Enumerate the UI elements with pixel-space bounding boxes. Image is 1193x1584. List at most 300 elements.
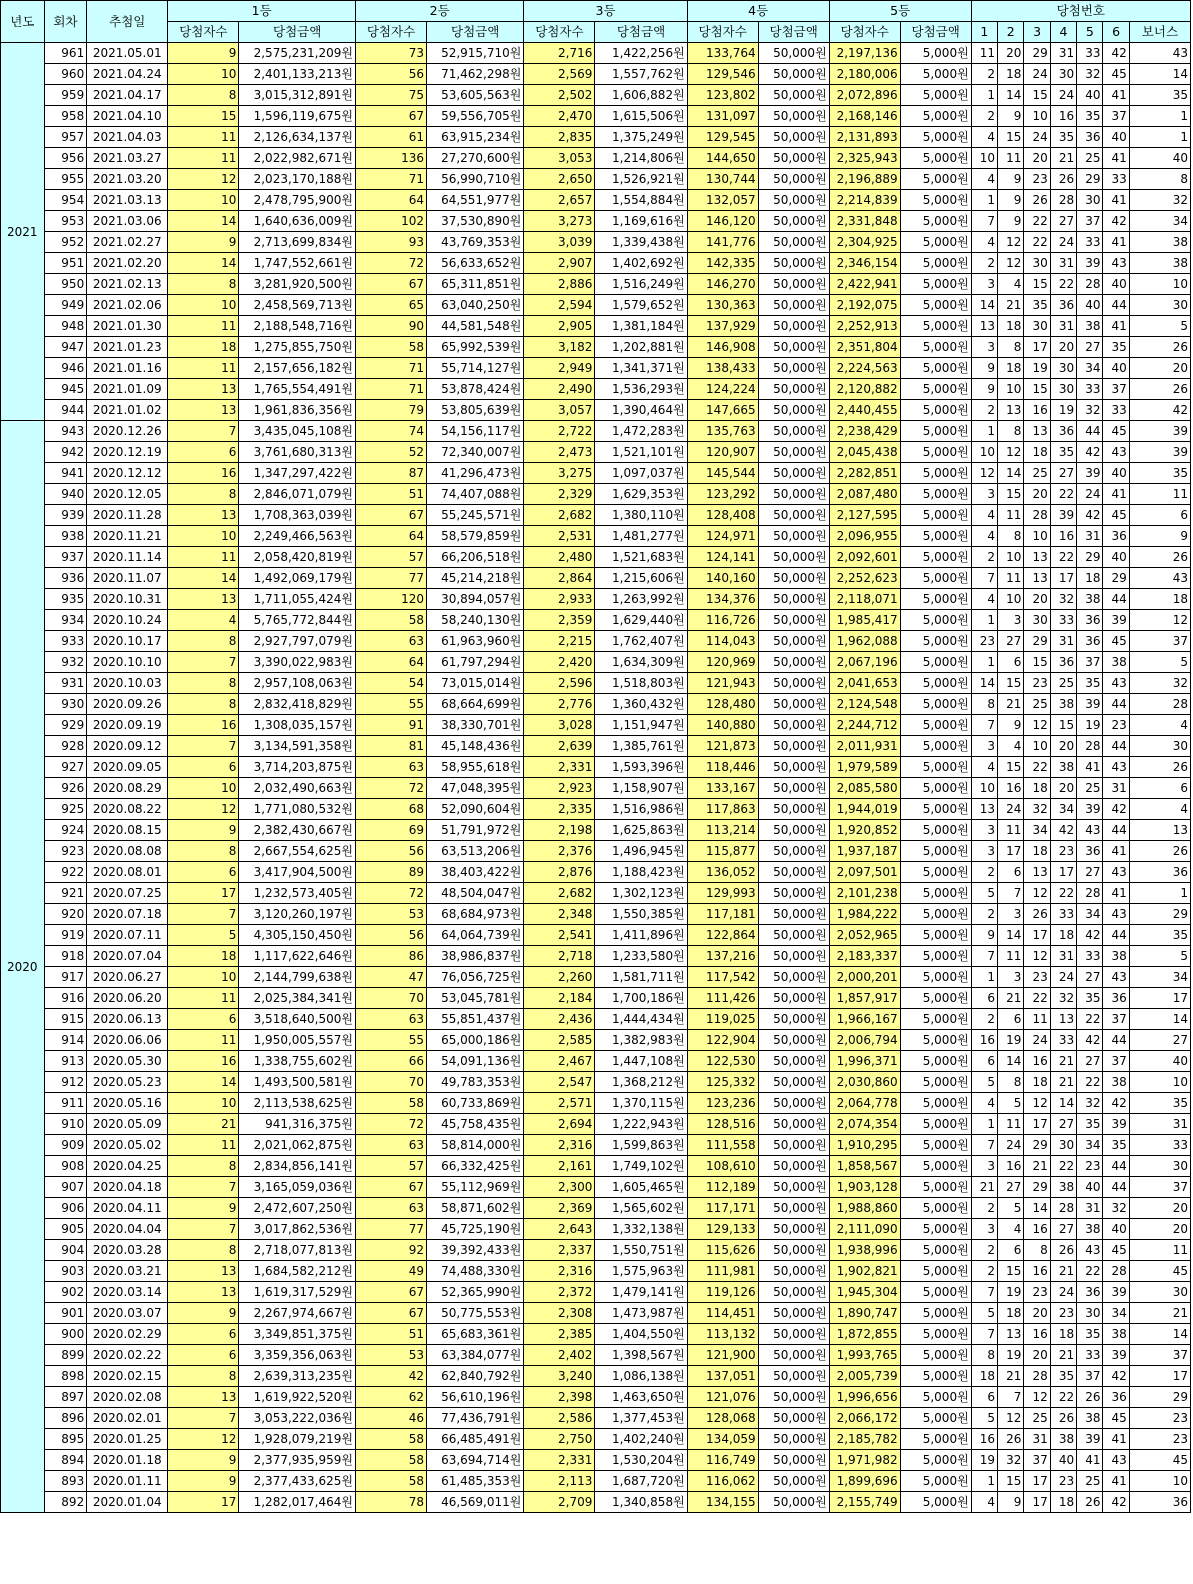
cell-number-2[interactable]: 19 <box>998 1345 1024 1366</box>
cell-number-2[interactable]: 14 <box>998 463 1024 484</box>
cell-number-2[interactable]: 6 <box>998 652 1024 673</box>
cell-bonus[interactable]: 35 <box>1129 85 1190 106</box>
cell-rank5-amount[interactable]: 5,000원 <box>900 274 971 295</box>
cell-rank5-amount[interactable]: 5,000원 <box>900 652 971 673</box>
cell-rank5-amount[interactable]: 5,000원 <box>900 988 971 1009</box>
cell-rank1-winners[interactable]: 6 <box>168 1009 239 1030</box>
cell-rank4-winners[interactable]: 118,446 <box>687 757 758 778</box>
cell-number-6[interactable]: 44 <box>1103 1177 1129 1198</box>
cell-rank5-amount[interactable]: 5,000원 <box>900 400 971 421</box>
cell-rank2-amount[interactable]: 76,056,725원 <box>427 967 524 988</box>
cell-rank3-winners[interactable]: 2,260 <box>524 967 595 988</box>
cell-number-4[interactable]: 20 <box>1050 337 1076 358</box>
cell-number-5[interactable]: 38 <box>1077 589 1103 610</box>
cell-date[interactable]: 2020.07.11 <box>87 925 168 946</box>
cell-number-2[interactable]: 13 <box>998 400 1024 421</box>
header-rank3-winners[interactable]: 당첨자수 <box>524 22 595 43</box>
cell-rank5-winners[interactable]: 2,052,965 <box>829 925 900 946</box>
cell-rank1-amount[interactable]: 3,281,920,500원 <box>239 274 356 295</box>
cell-round[interactable]: 923 <box>44 841 87 862</box>
cell-number-6[interactable]: 42 <box>1103 1093 1129 1114</box>
cell-bonus[interactable]: 38 <box>1129 232 1190 253</box>
cell-bonus[interactable]: 20 <box>1129 1219 1190 1240</box>
cell-number-3[interactable]: 14 <box>1024 1198 1050 1219</box>
cell-number-4[interactable]: 36 <box>1050 652 1076 673</box>
cell-rank2-winners[interactable]: 49 <box>356 1261 427 1282</box>
cell-rank4-amount[interactable]: 50,000원 <box>758 652 829 673</box>
cell-number-4[interactable]: 21 <box>1050 1345 1076 1366</box>
cell-rank2-amount[interactable]: 61,485,353원 <box>427 1471 524 1492</box>
cell-number-3[interactable]: 16 <box>1024 1261 1050 1282</box>
cell-number-3[interactable]: 30 <box>1024 253 1050 274</box>
cell-rank5-amount[interactable]: 5,000원 <box>900 421 971 442</box>
cell-rank3-winners[interactable]: 3,275 <box>524 463 595 484</box>
cell-date[interactable]: 2020.03.07 <box>87 1303 168 1324</box>
cell-rank4-amount[interactable]: 50,000원 <box>758 967 829 988</box>
cell-rank2-amount[interactable]: 41,296,473원 <box>427 463 524 484</box>
cell-rank4-amount[interactable]: 50,000원 <box>758 484 829 505</box>
cell-rank1-amount[interactable]: 1,596,119,675원 <box>239 106 356 127</box>
cell-rank3-winners[interactable]: 2,331 <box>524 1450 595 1471</box>
cell-number-2[interactable]: 15 <box>998 757 1024 778</box>
cell-date[interactable]: 2020.02.29 <box>87 1324 168 1345</box>
cell-rank2-amount[interactable]: 46,569,011원 <box>427 1492 524 1513</box>
cell-rank5-winners[interactable]: 2,440,455 <box>829 400 900 421</box>
cell-date[interactable]: 2020.08.29 <box>87 778 168 799</box>
header-number-6[interactable]: 6 <box>1103 22 1129 43</box>
cell-rank4-winners[interactable]: 138,433 <box>687 358 758 379</box>
cell-rank2-amount[interactable]: 47,048,395원 <box>427 778 524 799</box>
cell-rank3-amount[interactable]: 1,615,506원 <box>595 106 687 127</box>
cell-rank4-amount[interactable]: 50,000원 <box>758 820 829 841</box>
cell-rank3-amount[interactable]: 1,550,385원 <box>595 904 687 925</box>
header-rank5-winners[interactable]: 당첨자수 <box>829 22 900 43</box>
cell-rank1-amount[interactable]: 1,708,363,039원 <box>239 505 356 526</box>
cell-rank4-winners[interactable]: 130,363 <box>687 295 758 316</box>
cell-date[interactable]: 2020.10.31 <box>87 589 168 610</box>
cell-number-3[interactable]: 17 <box>1024 1492 1050 1513</box>
cell-rank3-winners[interactable]: 2,776 <box>524 694 595 715</box>
cell-rank2-winners[interactable]: 79 <box>356 400 427 421</box>
cell-number-5[interactable]: 30 <box>1077 1303 1103 1324</box>
cell-number-4[interactable]: 21 <box>1050 1072 1076 1093</box>
cell-round[interactable]: 958 <box>44 106 87 127</box>
cell-rank2-winners[interactable]: 51 <box>356 1324 427 1345</box>
cell-number-4[interactable]: 24 <box>1050 967 1076 988</box>
cell-rank1-amount[interactable]: 1,275,855,750원 <box>239 337 356 358</box>
cell-rank3-amount[interactable]: 1,625,863원 <box>595 820 687 841</box>
cell-rank1-amount[interactable]: 1,928,079,219원 <box>239 1429 356 1450</box>
cell-round[interactable]: 942 <box>44 442 87 463</box>
cell-rank4-winners[interactable]: 133,764 <box>687 43 758 64</box>
cell-rank5-winners[interactable]: 2,066,172 <box>829 1408 900 1429</box>
cell-rank4-winners[interactable]: 119,126 <box>687 1282 758 1303</box>
cell-number-2[interactable]: 11 <box>998 946 1024 967</box>
cell-date[interactable]: 2020.09.05 <box>87 757 168 778</box>
cell-bonus[interactable]: 20 <box>1129 1198 1190 1219</box>
cell-bonus[interactable]: 39 <box>1129 442 1190 463</box>
cell-rank4-winners[interactable]: 128,480 <box>687 694 758 715</box>
cell-bonus[interactable]: 33 <box>1129 1135 1190 1156</box>
cell-rank5-amount[interactable]: 5,000원 <box>900 1240 971 1261</box>
cell-rank2-amount[interactable]: 54,156,117원 <box>427 421 524 442</box>
cell-rank3-amount[interactable]: 1,302,123원 <box>595 883 687 904</box>
cell-rank4-amount[interactable]: 50,000원 <box>758 106 829 127</box>
cell-number-5[interactable]: 33 <box>1077 232 1103 253</box>
cell-round[interactable]: 907 <box>44 1177 87 1198</box>
cell-bonus[interactable]: 30 <box>1129 1282 1190 1303</box>
cell-rank5-amount[interactable]: 5,000원 <box>900 673 971 694</box>
cell-number-2[interactable]: 10 <box>998 379 1024 400</box>
cell-rank4-amount[interactable]: 50,000원 <box>758 589 829 610</box>
cell-rank3-amount[interactable]: 1,481,277원 <box>595 526 687 547</box>
cell-bonus[interactable]: 11 <box>1129 484 1190 505</box>
cell-number-4[interactable]: 30 <box>1050 358 1076 379</box>
cell-round[interactable]: 922 <box>44 862 87 883</box>
header-number-3[interactable]: 3 <box>1024 22 1050 43</box>
cell-rank4-amount[interactable]: 50,000원 <box>758 778 829 799</box>
cell-rank3-amount[interactable]: 1,463,650원 <box>595 1387 687 1408</box>
cell-rank5-amount[interactable]: 5,000원 <box>900 295 971 316</box>
cell-number-2[interactable]: 12 <box>998 232 1024 253</box>
cell-number-1[interactable]: 2 <box>971 106 997 127</box>
cell-date[interactable]: 2020.04.11 <box>87 1198 168 1219</box>
cell-rank2-amount[interactable]: 65,992,539원 <box>427 337 524 358</box>
cell-bonus[interactable]: 23 <box>1129 1408 1190 1429</box>
cell-number-6[interactable]: 35 <box>1103 1135 1129 1156</box>
cell-number-6[interactable]: 41 <box>1103 316 1129 337</box>
cell-rank1-winners[interactable]: 13 <box>168 379 239 400</box>
cell-bonus[interactable]: 28 <box>1129 694 1190 715</box>
cell-number-1[interactable]: 3 <box>971 820 997 841</box>
cell-number-3[interactable]: 35 <box>1024 295 1050 316</box>
cell-rank4-amount[interactable]: 50,000원 <box>758 904 829 925</box>
cell-rank1-winners[interactable]: 7 <box>168 1408 239 1429</box>
cell-rank3-winners[interactable]: 3,057 <box>524 400 595 421</box>
cell-number-4[interactable]: 38 <box>1050 1429 1076 1450</box>
cell-rank5-amount[interactable]: 5,000원 <box>900 694 971 715</box>
cell-number-3[interactable]: 17 <box>1024 1114 1050 1135</box>
cell-rank1-amount[interactable]: 5,765,772,844원 <box>239 610 356 631</box>
cell-rank3-winners[interactable]: 2,547 <box>524 1072 595 1093</box>
cell-rank4-winners[interactable]: 122,864 <box>687 925 758 946</box>
cell-number-5[interactable]: 25 <box>1077 778 1103 799</box>
cell-rank2-amount[interactable]: 39,392,433원 <box>427 1240 524 1261</box>
cell-rank5-amount[interactable]: 5,000원 <box>900 64 971 85</box>
cell-rank2-winners[interactable]: 71 <box>356 379 427 400</box>
cell-number-2[interactable]: 26 <box>998 1429 1024 1450</box>
cell-bonus[interactable]: 43 <box>1129 568 1190 589</box>
year-cell[interactable]: 2021 <box>1 43 45 421</box>
cell-number-6[interactable]: 41 <box>1103 190 1129 211</box>
cell-rank1-amount[interactable]: 941,316,375원 <box>239 1114 356 1135</box>
cell-number-2[interactable]: 5 <box>998 1093 1024 1114</box>
cell-rank1-winners[interactable]: 16 <box>168 715 239 736</box>
cell-rank4-winners[interactable]: 111,558 <box>687 1135 758 1156</box>
cell-rank5-amount[interactable]: 5,000원 <box>900 148 971 169</box>
cell-number-2[interactable]: 20 <box>998 43 1024 64</box>
cell-rank1-winners[interactable]: 8 <box>168 1156 239 1177</box>
cell-bonus[interactable]: 29 <box>1129 904 1190 925</box>
cell-number-5[interactable]: 40 <box>1077 295 1103 316</box>
cell-rank4-amount[interactable]: 50,000원 <box>758 1219 829 1240</box>
cell-rank4-amount[interactable]: 50,000원 <box>758 1240 829 1261</box>
cell-number-3[interactable]: 18 <box>1024 442 1050 463</box>
cell-rank5-amount[interactable]: 5,000원 <box>900 547 971 568</box>
cell-rank1-amount[interactable]: 2,022,982,671원 <box>239 148 356 169</box>
cell-rank2-amount[interactable]: 38,330,701원 <box>427 715 524 736</box>
cell-rank1-winners[interactable]: 8 <box>168 841 239 862</box>
cell-rank2-winners[interactable]: 63 <box>356 631 427 652</box>
cell-rank3-amount[interactable]: 1,202,881원 <box>595 337 687 358</box>
cell-number-5[interactable]: 28 <box>1077 736 1103 757</box>
cell-number-3[interactable]: 15 <box>1024 652 1050 673</box>
cell-rank2-amount[interactable]: 65,311,851원 <box>427 274 524 295</box>
cell-rank5-winners[interactable]: 2,118,071 <box>829 589 900 610</box>
cell-rank4-amount[interactable]: 50,000원 <box>758 421 829 442</box>
cell-number-2[interactable]: 9 <box>998 1492 1024 1513</box>
cell-rank4-amount[interactable]: 50,000원 <box>758 799 829 820</box>
cell-number-4[interactable]: 40 <box>1050 1450 1076 1471</box>
cell-rank5-amount[interactable]: 5,000원 <box>900 589 971 610</box>
cell-rank3-winners[interactable]: 2,694 <box>524 1114 595 1135</box>
cell-number-3[interactable]: 10 <box>1024 736 1050 757</box>
cell-date[interactable]: 2020.09.12 <box>87 736 168 757</box>
cell-rank5-amount[interactable]: 5,000원 <box>900 631 971 652</box>
cell-rank5-winners[interactable]: 1,920,852 <box>829 820 900 841</box>
cell-number-1[interactable]: 7 <box>971 946 997 967</box>
cell-rank3-winners[interactable]: 2,184 <box>524 988 595 1009</box>
cell-number-2[interactable]: 21 <box>998 988 1024 1009</box>
cell-rank2-amount[interactable]: 77,436,791원 <box>427 1408 524 1429</box>
cell-rank3-winners[interactable]: 2,215 <box>524 631 595 652</box>
cell-number-5[interactable]: 26 <box>1077 1387 1103 1408</box>
cell-round[interactable]: 930 <box>44 694 87 715</box>
cell-rank5-amount[interactable]: 5,000원 <box>900 1177 971 1198</box>
cell-rank5-winners[interactable]: 1,996,371 <box>829 1051 900 1072</box>
cell-rank2-amount[interactable]: 53,805,639원 <box>427 400 524 421</box>
cell-round[interactable]: 952 <box>44 232 87 253</box>
cell-rank4-amount[interactable]: 50,000원 <box>758 274 829 295</box>
cell-round[interactable]: 919 <box>44 925 87 946</box>
cell-rank3-amount[interactable]: 1,086,138원 <box>595 1366 687 1387</box>
cell-rank2-winners[interactable]: 65 <box>356 295 427 316</box>
cell-number-2[interactable]: 8 <box>998 337 1024 358</box>
cell-number-6[interactable]: 40 <box>1103 463 1129 484</box>
cell-round[interactable]: 933 <box>44 631 87 652</box>
cell-rank3-winners[interactable]: 2,585 <box>524 1030 595 1051</box>
cell-number-2[interactable]: 11 <box>998 505 1024 526</box>
cell-number-1[interactable]: 7 <box>971 1282 997 1303</box>
cell-rank3-winners[interactable]: 2,531 <box>524 526 595 547</box>
cell-number-1[interactable]: 1 <box>971 1114 997 1135</box>
cell-number-3[interactable]: 20 <box>1024 589 1050 610</box>
cell-round[interactable]: 892 <box>44 1492 87 1513</box>
cell-rank3-amount[interactable]: 1,233,580원 <box>595 946 687 967</box>
cell-number-6[interactable]: 43 <box>1103 967 1129 988</box>
cell-rank5-winners[interactable]: 2,127,595 <box>829 505 900 526</box>
cell-number-6[interactable]: 38 <box>1103 1324 1129 1345</box>
cell-rank2-amount[interactable]: 58,814,000원 <box>427 1135 524 1156</box>
cell-rank2-amount[interactable]: 68,664,699원 <box>427 694 524 715</box>
cell-rank3-winners[interactable]: 2,722 <box>524 421 595 442</box>
cell-rank3-amount[interactable]: 1,188,423원 <box>595 862 687 883</box>
cell-rank5-amount[interactable]: 5,000원 <box>900 85 971 106</box>
header-rank1[interactable]: 1등 <box>168 1 356 22</box>
cell-date[interactable]: 2020.01.11 <box>87 1471 168 1492</box>
cell-rank2-amount[interactable]: 66,206,518원 <box>427 547 524 568</box>
cell-rank1-winners[interactable]: 7 <box>168 736 239 757</box>
cell-rank5-amount[interactable]: 5,000원 <box>900 610 971 631</box>
cell-rank3-amount[interactable]: 1,554,884원 <box>595 190 687 211</box>
cell-number-2[interactable]: 18 <box>998 358 1024 379</box>
cell-rank5-amount[interactable]: 5,000원 <box>900 715 971 736</box>
cell-number-6[interactable]: 36 <box>1103 526 1129 547</box>
cell-number-3[interactable]: 12 <box>1024 1387 1050 1408</box>
cell-rank2-amount[interactable]: 60,733,869원 <box>427 1093 524 1114</box>
cell-rank2-amount[interactable]: 52,365,990원 <box>427 1282 524 1303</box>
cell-rank2-winners[interactable]: 47 <box>356 967 427 988</box>
cell-rank5-amount[interactable]: 5,000원 <box>900 1282 971 1303</box>
cell-number-2[interactable]: 11 <box>998 1114 1024 1135</box>
cell-number-3[interactable]: 22 <box>1024 757 1050 778</box>
cell-number-2[interactable]: 19 <box>998 1282 1024 1303</box>
cell-rank4-amount[interactable]: 50,000원 <box>758 1114 829 1135</box>
cell-number-4[interactable]: 22 <box>1050 274 1076 295</box>
cell-number-5[interactable]: 37 <box>1077 211 1103 232</box>
cell-rank2-winners[interactable]: 63 <box>356 1198 427 1219</box>
cell-rank5-winners[interactable]: 2,011,931 <box>829 736 900 757</box>
cell-rank2-winners[interactable]: 51 <box>356 484 427 505</box>
cell-number-4[interactable]: 39 <box>1050 505 1076 526</box>
cell-number-3[interactable]: 12 <box>1024 883 1050 904</box>
cell-rank4-amount[interactable]: 50,000원 <box>758 169 829 190</box>
cell-number-6[interactable]: 41 <box>1103 232 1129 253</box>
cell-rank4-amount[interactable]: 50,000원 <box>758 379 829 400</box>
cell-number-6[interactable]: 43 <box>1103 757 1129 778</box>
cell-rank3-winners[interactable]: 2,923 <box>524 778 595 799</box>
cell-number-6[interactable]: 23 <box>1103 715 1129 736</box>
header-number-1[interactable]: 1 <box>971 22 997 43</box>
cell-number-5[interactable]: 35 <box>1077 106 1103 127</box>
cell-date[interactable]: 2021.04.03 <box>87 127 168 148</box>
cell-number-6[interactable]: 40 <box>1103 127 1129 148</box>
cell-rank1-winners[interactable]: 11 <box>168 358 239 379</box>
cell-number-3[interactable]: 23 <box>1024 1282 1050 1303</box>
cell-rank3-winners[interactable]: 2,402 <box>524 1345 595 1366</box>
cell-number-6[interactable]: 43 <box>1103 1450 1129 1471</box>
cell-rank5-winners[interactable]: 2,041,653 <box>829 673 900 694</box>
cell-rank2-winners[interactable]: 67 <box>356 505 427 526</box>
cell-rank5-amount[interactable]: 5,000원 <box>900 1408 971 1429</box>
cell-rank2-winners[interactable]: 66 <box>356 1051 427 1072</box>
cell-rank4-winners[interactable]: 115,877 <box>687 841 758 862</box>
cell-rank2-winners[interactable]: 120 <box>356 589 427 610</box>
cell-rank5-winners[interactable]: 1,984,222 <box>829 904 900 925</box>
cell-date[interactable]: 2020.11.21 <box>87 526 168 547</box>
cell-rank2-amount[interactable]: 66,485,491원 <box>427 1429 524 1450</box>
cell-number-1[interactable]: 5 <box>971 1072 997 1093</box>
cell-number-1[interactable]: 4 <box>971 589 997 610</box>
header-year[interactable]: 년도 <box>1 1 45 43</box>
cell-rank2-winners[interactable]: 71 <box>356 169 427 190</box>
cell-rank3-winners[interactable]: 2,198 <box>524 820 595 841</box>
cell-number-5[interactable]: 38 <box>1077 1408 1103 1429</box>
cell-rank3-winners[interactable]: 2,316 <box>524 1261 595 1282</box>
cell-round[interactable]: 935 <box>44 589 87 610</box>
cell-rank5-winners[interactable]: 2,252,913 <box>829 316 900 337</box>
cell-number-2[interactable]: 32 <box>998 1450 1024 1471</box>
cell-rank3-amount[interactable]: 1,605,465원 <box>595 1177 687 1198</box>
cell-number-4[interactable]: 23 <box>1050 1471 1076 1492</box>
cell-rank3-winners[interactable]: 2,718 <box>524 946 595 967</box>
cell-number-3[interactable]: 29 <box>1024 1177 1050 1198</box>
cell-number-4[interactable]: 26 <box>1050 1408 1076 1429</box>
cell-number-1[interactable]: 23 <box>971 631 997 652</box>
cell-rank4-winners[interactable]: 141,776 <box>687 232 758 253</box>
cell-rank4-amount[interactable]: 50,000원 <box>758 85 829 106</box>
cell-rank2-amount[interactable]: 61,963,960원 <box>427 631 524 652</box>
cell-rank3-amount[interactable]: 1,390,464원 <box>595 400 687 421</box>
cell-rank2-amount[interactable]: 68,684,973원 <box>427 904 524 925</box>
cell-number-3[interactable]: 25 <box>1024 463 1050 484</box>
cell-number-1[interactable]: 4 <box>971 1492 997 1513</box>
cell-number-5[interactable]: 42 <box>1077 1030 1103 1051</box>
cell-round[interactable]: 961 <box>44 43 87 64</box>
cell-rank2-winners[interactable]: 56 <box>356 841 427 862</box>
cell-rank5-amount[interactable]: 5,000원 <box>900 799 971 820</box>
cell-rank4-amount[interactable]: 50,000원 <box>758 64 829 85</box>
cell-rank5-winners[interactable]: 1,938,996 <box>829 1240 900 1261</box>
cell-rank2-amount[interactable]: 58,240,130원 <box>427 610 524 631</box>
cell-rank2-winners[interactable]: 55 <box>356 694 427 715</box>
cell-rank5-amount[interactable]: 5,000원 <box>900 526 971 547</box>
cell-number-1[interactable]: 11 <box>971 43 997 64</box>
cell-number-4[interactable]: 31 <box>1050 253 1076 274</box>
cell-number-3[interactable]: 30 <box>1024 316 1050 337</box>
cell-bonus[interactable]: 27 <box>1129 1030 1190 1051</box>
cell-rank2-amount[interactable]: 45,214,218원 <box>427 568 524 589</box>
cell-rank2-winners[interactable]: 77 <box>356 568 427 589</box>
cell-rank5-amount[interactable]: 5,000원 <box>900 1450 971 1471</box>
cell-rank4-amount[interactable]: 50,000원 <box>758 1177 829 1198</box>
cell-number-1[interactable]: 21 <box>971 1177 997 1198</box>
cell-rank5-amount[interactable]: 5,000원 <box>900 1009 971 1030</box>
cell-rank2-winners[interactable]: 68 <box>356 799 427 820</box>
cell-rank3-amount[interactable]: 1,526,921원 <box>595 169 687 190</box>
cell-round[interactable]: 951 <box>44 253 87 274</box>
cell-rank5-winners[interactable]: 2,006,794 <box>829 1030 900 1051</box>
cell-number-5[interactable]: 39 <box>1077 463 1103 484</box>
cell-rank1-amount[interactable]: 2,025,384,341원 <box>239 988 356 1009</box>
cell-bonus[interactable]: 29 <box>1129 1387 1190 1408</box>
cell-number-4[interactable]: 30 <box>1050 379 1076 400</box>
cell-rank4-winners[interactable]: 115,626 <box>687 1240 758 1261</box>
cell-number-1[interactable]: 18 <box>971 1366 997 1387</box>
cell-rank1-amount[interactable]: 1,765,554,491원 <box>239 379 356 400</box>
cell-bonus[interactable]: 26 <box>1129 757 1190 778</box>
cell-date[interactable]: 2021.02.27 <box>87 232 168 253</box>
cell-rank3-winners[interactable]: 2,905 <box>524 316 595 337</box>
cell-rank4-amount[interactable]: 50,000원 <box>758 988 829 1009</box>
cell-number-5[interactable]: 32 <box>1077 64 1103 85</box>
cell-rank3-winners[interactable]: 2,467 <box>524 1051 595 1072</box>
cell-rank4-winners[interactable]: 111,981 <box>687 1261 758 1282</box>
cell-rank2-amount[interactable]: 66,332,425원 <box>427 1156 524 1177</box>
cell-rank3-amount[interactable]: 1,516,249원 <box>595 274 687 295</box>
cell-rank3-winners[interactable]: 2,369 <box>524 1198 595 1219</box>
cell-number-3[interactable]: 22 <box>1024 988 1050 1009</box>
